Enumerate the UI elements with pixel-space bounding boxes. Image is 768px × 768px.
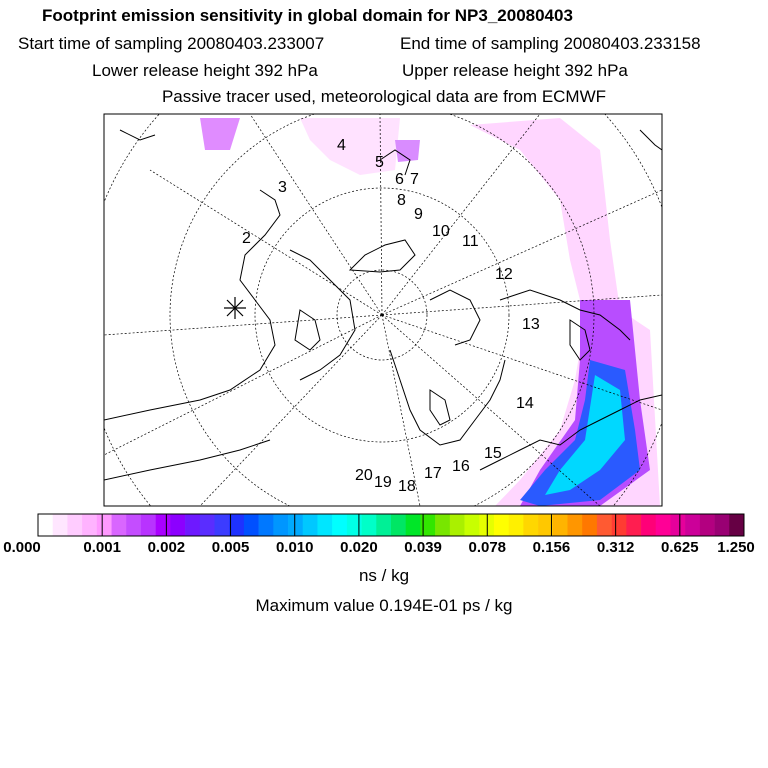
colorbar-tick-label: 0.625 — [661, 539, 699, 556]
colorbar-swatch — [597, 514, 612, 536]
colorbar-swatch — [509, 514, 524, 536]
colorbar-swatch — [376, 514, 391, 536]
colorbar — [38, 514, 744, 536]
colorbar-swatch — [332, 514, 347, 536]
colorbar-swatch — [185, 514, 200, 536]
colorbar-swatch — [685, 514, 700, 536]
colorbar-tick-label: 0.156 — [532, 539, 571, 556]
colorbar-swatch — [494, 514, 509, 536]
trajectory-label: 9 — [414, 206, 423, 223]
trajectory-label: 2 — [242, 230, 251, 247]
colorbar-swatch — [641, 514, 656, 536]
colorbar-swatch — [729, 514, 744, 536]
colorbar-tick-label: 0.000 — [3, 539, 41, 556]
colorbar-swatch — [715, 514, 730, 536]
trajectory-label: 15 — [484, 445, 502, 462]
colorbar-tick-label: 0.010 — [275, 539, 314, 556]
colorbar-tick-label: 0.020 — [340, 539, 378, 556]
trajectory-label: 14 — [516, 395, 534, 412]
colorbar-swatch — [288, 514, 303, 536]
trajectory-label: 5 — [375, 154, 384, 171]
trajectory-label: 16 — [452, 458, 470, 475]
colorbar-swatch — [317, 514, 332, 536]
colorbar-swatch — [553, 514, 568, 536]
colorbar-swatch — [656, 514, 671, 536]
colorbar-swatch — [568, 514, 583, 536]
trajectory-label: 13 — [522, 316, 540, 333]
colorbar-swatch — [612, 514, 627, 536]
trajectory-label: 6 — [395, 171, 404, 188]
trajectory-label: 18 — [398, 478, 416, 495]
trajectory-label: 10 — [432, 223, 450, 240]
colorbar-swatch — [141, 514, 156, 536]
colorbar-swatch — [244, 514, 259, 536]
map-title: Footprint emission sensitivity in global domain for NP3_20080403 — [42, 6, 573, 25]
asterisk-icon — [224, 297, 246, 319]
trajectory-label: 4 — [337, 137, 346, 154]
colorbar-swatch — [67, 514, 82, 536]
colorbar-swatch — [156, 514, 171, 536]
trajectory-label: 8 — [397, 192, 406, 209]
colorbar-swatch — [479, 514, 494, 536]
colorbar-swatch — [303, 514, 318, 536]
colorbar-swatch — [435, 514, 450, 536]
trajectory-label: 19 — [374, 474, 392, 491]
maximum-value-label: Maximum value 0.194E-01 ps / kg — [255, 596, 513, 615]
trajectory-label: 11 — [462, 233, 479, 250]
colorbar-tick-label: 1.250 — [717, 539, 755, 556]
colorbar-swatch — [465, 514, 480, 536]
colorbar-swatch — [170, 514, 185, 536]
upper-release-height-label: Upper release height 392 hPa — [402, 61, 628, 80]
colorbar-swatch — [700, 514, 715, 536]
colorbar-swatch — [38, 514, 53, 536]
colorbar-tick-label: 0.005 — [211, 539, 250, 556]
tracer-note: Passive tracer used, meteorological data are from ECMWF — [161, 87, 607, 106]
colorbar-swatch — [273, 514, 288, 536]
colorbar-swatch — [406, 514, 421, 536]
colorbar-swatch — [582, 514, 597, 536]
lower-release-height-label: Lower release height 392 hPa — [92, 61, 318, 80]
colorbar-unit: ns / kg — [358, 566, 410, 585]
colorbar-swatch — [82, 514, 97, 536]
colorbar-swatch — [626, 514, 641, 536]
colorbar-swatch — [362, 514, 377, 536]
colorbar-swatch — [347, 514, 362, 536]
colorbar-swatch — [126, 514, 141, 536]
colorbar-swatch — [215, 514, 230, 536]
colorbar-swatch — [259, 514, 274, 536]
trajectory-label: 12 — [495, 266, 513, 283]
colorbar-swatch — [538, 514, 553, 536]
end-time-label: End time of sampling 20080403.233158 — [400, 34, 701, 53]
colorbar-tick-label: 0.001 — [83, 539, 121, 556]
colorbar-swatch — [523, 514, 538, 536]
colorbar-tick-label: 0.039 — [404, 539, 442, 556]
trajectory-label: 20 — [355, 467, 373, 484]
colorbar-swatch — [112, 514, 127, 536]
colorbar-swatch — [670, 514, 685, 536]
colorbar-swatch — [229, 514, 244, 536]
colorbar-swatch — [391, 514, 406, 536]
colorbar-tick-label: 0.078 — [468, 539, 507, 556]
start-time-label: Start time of sampling 20080403.233007 — [18, 34, 325, 53]
trajectory-label: 7 — [410, 171, 419, 188]
colorbar-tick-label: 0.312 — [596, 539, 635, 556]
colorbar-swatch — [53, 514, 68, 536]
colorbar-swatch — [97, 514, 112, 536]
trajectory-label: 3 — [278, 179, 287, 196]
colorbar-swatch — [200, 514, 215, 536]
colorbar-swatch — [450, 514, 465, 536]
trajectory-label: 17 — [424, 465, 442, 482]
colorbar-tick-label: 0.002 — [147, 539, 186, 556]
